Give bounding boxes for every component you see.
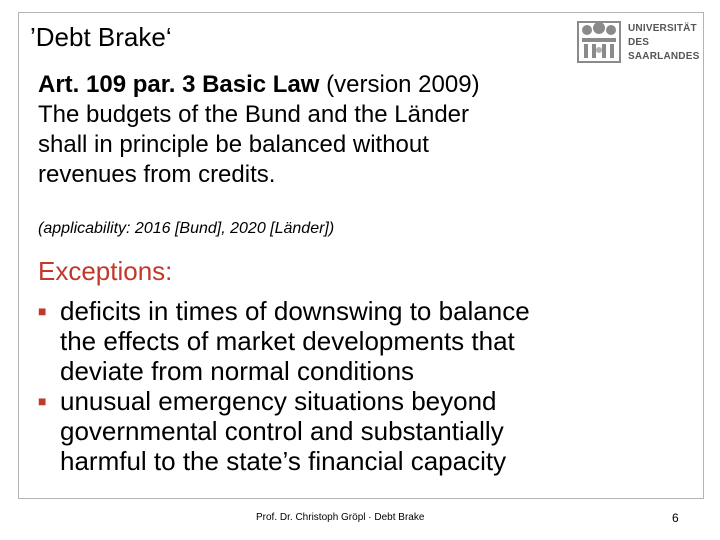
university-seal-icon	[574, 16, 624, 66]
logo-line-3: SAARLANDES	[628, 51, 700, 62]
university-logo	[574, 16, 706, 68]
exception-text-line: governmental control and substantially	[60, 416, 504, 446]
exception-text-line: deficits in times of downswing to balance	[60, 296, 530, 326]
slide-title: ’Debt Brake‘	[30, 22, 172, 52]
article-reference-version: (version 2009)	[319, 71, 480, 98]
applicability-note: (applicability: 2016 [Bund], 2020 [Länder])	[38, 220, 335, 237]
university-logo-text	[628, 22, 699, 64]
article-text-line: revenues from credits.	[38, 161, 276, 188]
article-text-line: The budgets of the Bund and the Länder	[38, 101, 470, 128]
article-text-line: shall in principle be balanced without	[38, 131, 429, 158]
exceptions-heading: Exceptions:	[38, 256, 173, 286]
exception-item	[38, 296, 678, 386]
exceptions-list	[38, 296, 678, 476]
square-bullet-icon: ■	[38, 303, 47, 319]
exception-text-line: unusual emergency situations beyond	[60, 386, 497, 416]
exception-text-line: the effects of market developments that	[60, 326, 515, 356]
exception-text-line: deviate from normal conditions	[60, 356, 415, 386]
logo-line-1: UNIVERSITÄT	[628, 23, 697, 34]
article-reference	[38, 70, 658, 100]
page-number: 6	[672, 511, 679, 525]
article-reference-bold: Art. 109 par. 3 Basic Law	[38, 71, 320, 98]
exception-text-line: harmful to the state’s financial capacity	[60, 446, 507, 476]
square-bullet-icon: ■	[38, 393, 47, 409]
exception-item	[38, 386, 678, 476]
article-block	[38, 70, 658, 190]
logo-line-2: DES	[628, 37, 650, 48]
slide-footer: Prof. Dr. Christoph Gröpl · Debt Brake	[256, 512, 425, 523]
